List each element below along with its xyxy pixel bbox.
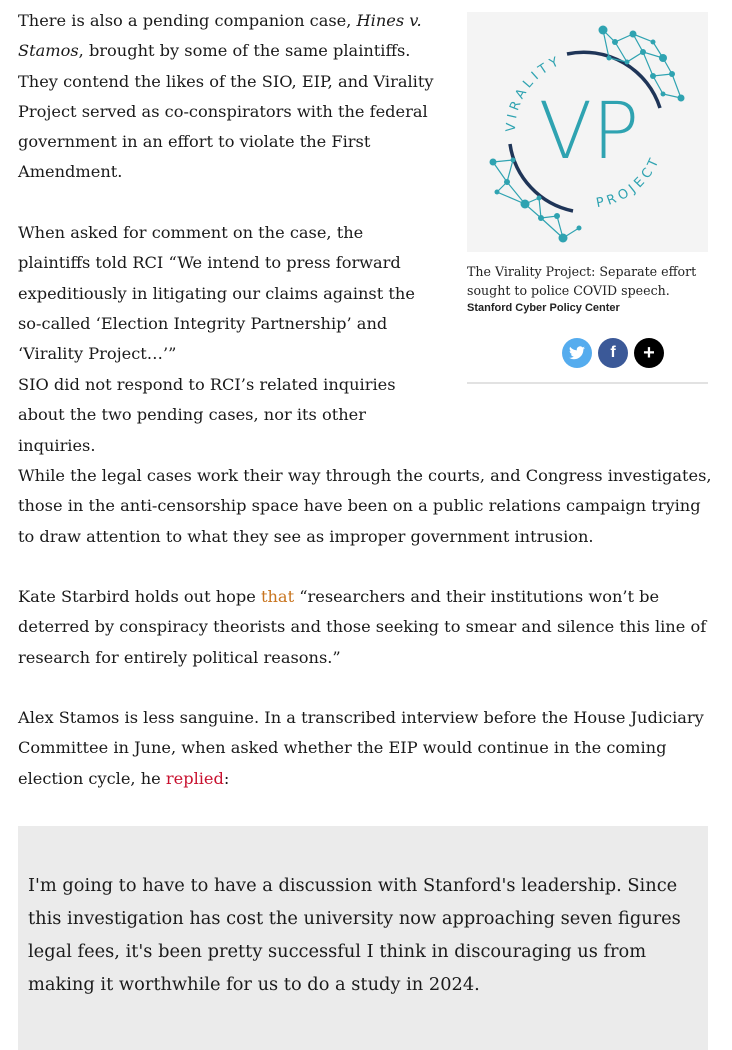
case-name: Hines v. Stamos — [18, 11, 422, 61]
text: Kate Starbird holds out hope — [18, 587, 261, 606]
text: There is also a pending companion case, — [18, 11, 357, 30]
twitter-share-button[interactable] — [562, 338, 592, 368]
text: : — [223, 768, 230, 788]
paragraph-legal-cases: While the legal cases work their way through the courts, and Congress investigates, those in the anti-censorship space have been on a public relations campaign trying to draw attention to what they see as improper government intrusion. — [18, 466, 712, 546]
link-that[interactable]: that — [261, 587, 295, 606]
logo-ring-bottom-text: PROJECT — [594, 152, 664, 212]
more-share-button[interactable] — [634, 338, 664, 368]
twitter-icon — [569, 346, 585, 360]
figure-divider — [467, 382, 708, 384]
logo-vp-letters: VP — [538, 87, 640, 177]
virality-project-logo-graphic — [467, 12, 708, 252]
text: “researchers and their institutions won’t be deterred by conspiracy theorists and those seeking to smear and silence this line of research for entirely political reasons.” — [18, 587, 707, 667]
paragraph-hines-case — [18, 6, 438, 188]
paragraph-plaintiffs-comment: When asked for comment on the case, the plaintiffs told RCI “We intend to press forward expeditiously in litigating our claims against the so-called ‘Election Integrity Partnership’ and ‘Virality Project…’” — [18, 223, 415, 364]
blockquote — [18, 826, 708, 1050]
text: Alex Stamos is less sanguine. In a transcribed interview before the House Judiciary Committee in June, when asked whether the EIP would continue in the coming election cycle, he — [18, 708, 704, 788]
virality-project-logo — [467, 12, 708, 252]
facebook-share-button[interactable] — [598, 338, 628, 368]
plus-icon: + — [643, 342, 655, 364]
blockquote-text: I'm going to have to have a discussion with Stanford's leadership. Since this investigation has cost the university now approaching seven figures legal fees, it's been pretty successful I think in discouraging us from making it worthwhile for us to do a study in 2024. — [28, 875, 681, 995]
share-buttons — [562, 338, 664, 368]
logo-ring-top-text: VIRALITY — [503, 53, 565, 133]
text: , brought by some of the same plaintiffs. They contend the likes of the SIO, EIP, and Virality Project served as co-conspirators with the federal government in an effort to violate the First Amendment. — [18, 41, 434, 182]
paragraph-sio-response: SIO did not respond to RCI’s related inquiries about the two pending cases, nor its other inquiries. — [18, 375, 396, 455]
figure-credit: Stanford Cyber Policy Center — [467, 302, 620, 314]
paragraph-stamos — [18, 703, 718, 794]
paragraph-starbird — [18, 582, 718, 673]
link-replied[interactable]: replied — [165, 768, 224, 788]
facebook-icon: f — [610, 344, 616, 361]
figure-virality-project — [467, 12, 708, 364]
figure-caption: The Virality Project: Separate effort sought to police COVID speech. — [467, 264, 697, 298]
